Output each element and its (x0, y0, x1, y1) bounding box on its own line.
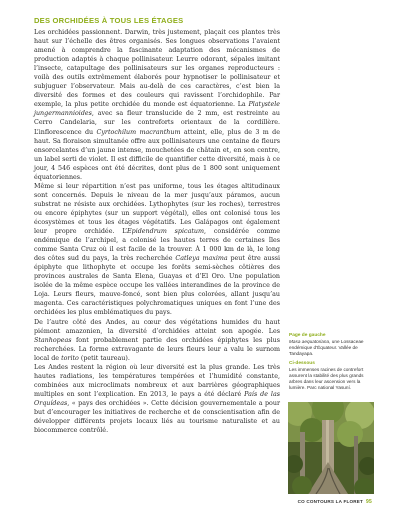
italic-term: Catleya maxima (175, 255, 228, 263)
page-title: DES ORCHIDÉES À TOUS LES ÉTAGES (34, 16, 184, 25)
caption-heading: Ci-dessous (289, 361, 315, 366)
rainforest-image (288, 402, 374, 494)
paragraph: Les orchidées passionnent. Darwin, très justement, plaçait ces plantes très haut sur l’échelle des êtres organisés. Ses longues observations l’avaient amené à comprendre la fascinante adaptation des mécanismes de production adaptés à chaque pollinisateur. Leurre odorant, sépales imitant l’insecte, catapultage des pollinisateurs sur les organes reproducteurs : voilà des outils extrêmement élaborés pour hypnotiser le pollinisateur et subjuguer l’observateur. Mais au-delà de ces caractères, c’est bien la diversité des formes et des couleurs qui ravissent l’orchidophile. Par exemple, la plus petite orchidée du monde est équatorienne. La Platystele jungermannioides, avec sa fleur translucide de 2 mm, est restreinte au Cerro Candelaria, sur les contreforts orientaux de la cordillère. L’inflorescence du Cyrtochilum macranthum atteint, elle, plus de 3 m de haut. Sa floraison simultanée offre aux pollinisateurs une centaine de fleurs ensorcelantes d’un jaune intense, mouchetées de châtain et, en son centre, un label serti de violet. Il est difficile de quantifier cette diversité, mais à ce jour, 4 546 espèces ont été décrites, dont plus de 1 800 sont uniquement équatoriennes. (34, 29, 280, 181)
forest-photo (288, 402, 374, 494)
photo-captions (289, 333, 373, 395)
page-footer (298, 499, 372, 505)
paragraph: De l’autre côté des Andes, au cœur des végétations humides du haut piémont amazonien, la diversité d’orchidées atteint son apogée. Les Stanhopeas font probablement partie des orchidées épiphytes les plus recherchées. La forme extravagante de leurs fleurs leur a valu le surnom local de torito (petit taureau). (34, 318, 280, 362)
italic-term: País de las Orquídeas (34, 390, 280, 407)
italic-term: Epidendrum spicatum (127, 228, 205, 236)
italic-term: Platystele jungermannioides (34, 101, 280, 118)
page-number: 95 (366, 499, 372, 505)
article-body (34, 28, 280, 435)
italic-term: torito (61, 354, 79, 362)
running-head: CO CONTOURS LA FLORET (297, 499, 364, 504)
caption-heading: Page de gauche (289, 333, 326, 338)
caption-text: Masa aequatoriana, une Lossaceae endémique d’Équateur. Vallée de Tandayapa. (289, 339, 364, 356)
paragraph: Même si leur répartition n’est pas uniforme, tous les étages altitudinaux sont concernés. Depuis le niveau de la mer jusqu’aux páramos, aucun substrat ne résiste aux orchidées. Lythophytes (sur les roches), terrestres ou encore épiphytes (sur un support végétal), elles ont colonisé tous les écosystèmes et tous les étages végétatifs. Les Galápagos ont également leur propre orchidée. L’Epidendrum spicatum, considérée comme endémique de l’archipel, a colonisé les hautes terres de certaines îles comme Santa Cruz où il est facile de la trouver. À 1 000 km de là, le long des côtes sud du pays, la très recherchée Catleya maxima peut être aussi épiphyte que lithophyte et occupe les forêts semi-sèches côtières des provinces australes de Santa Elena, Guayas et d’El Oro. Une population isolée de la même espèce occupe les vallées interandines de la province de Loja. Leurs fleurs, mauve-foncé, sont bien plus colorées, allant jusqu’au magenta. Ces caractéristiques polychromatiques uniques en font l’une des orchidées les plus emblématiques du pays. (34, 182, 280, 317)
caption-text: Les immenses racines de contrefort assurent la stabilité des plus grands arbres dans leur ascension vers la lumière. Parc national Yasuní. (289, 367, 364, 390)
italic-term: Cyrtochilum macranthum (96, 128, 181, 136)
italic-term: Masa aequatoriana (289, 339, 330, 344)
italic-term: Stanhopeas (34, 336, 72, 344)
paragraph: Les Andes restent la région où leur diversité est la plus grande. Les très hautes radiations, les températures tempérées et l’humidité constante, combinées aux microclimats nombreux et aux barrières géographiques multiples en sont l’explication. En 2013, le pays a été déclaré País de las Orquídeas, « pays des orchidées ». Cette décision gouvernementale a pour but d’encourager les initiatives de recherche et de conscientisation afin de développer différents projets locaux liés au tourisme naturaliste et au biocommerce contrôlé. (34, 363, 280, 435)
